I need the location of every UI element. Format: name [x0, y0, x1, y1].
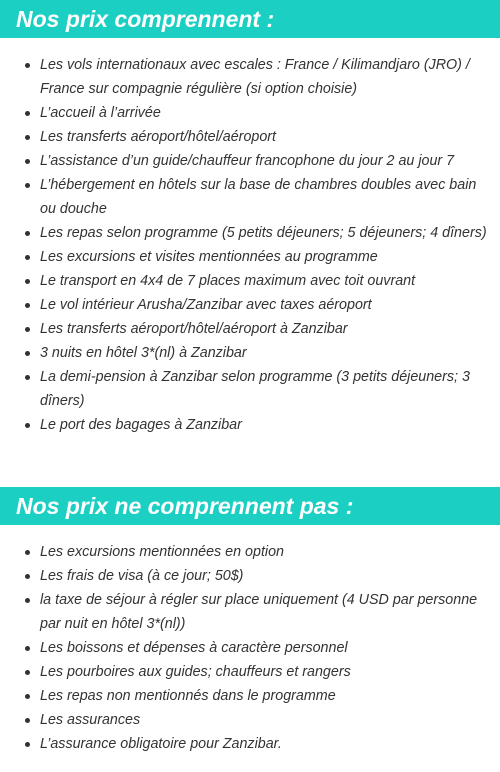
list-item: Les repas non mentionnés dans le programme — [0, 684, 500, 708]
included-items-list — [0, 53, 500, 437]
list-item: Les repas selon programme (5 petits déjeuners; 5 déjeuners; 4 dîners) — [0, 221, 500, 245]
list-item: L’hébergement en hôtels sur la base de chambres doubles avec bain ou douche — [0, 173, 500, 221]
list-item: Les boissons et dépenses à caractère personnel — [0, 636, 500, 660]
excluded-section-title: Nos prix ne comprennent pas : — [0, 487, 500, 525]
list-item: Les excursions et visites mentionnées au programme — [0, 245, 500, 269]
list-item: Les transferts aéroport/hôtel/aéroport — [0, 125, 500, 149]
list-item: Les assurances — [0, 708, 500, 732]
list-item: Les excursions mentionnées en option — [0, 540, 500, 564]
list-item: L’assistance d’un guide/chauffeur francophone du jour 2 au jour 7 — [0, 149, 500, 173]
list-item: Le port des bagages à Zanzibar — [0, 413, 500, 437]
list-item: L’assurance obligatoire pour Zanzibar. — [0, 732, 500, 756]
list-item: Le transport en 4x4 de 7 places maximum avec toit ouvrant — [0, 269, 500, 293]
list-item: la taxe de séjour à régler sur place uniquement (4 USD par personne par nuit en hôtel 3*(nl)) — [0, 588, 500, 636]
list-item: La demi-pension à Zanzibar selon programme (3 petits déjeuners; 3 dîners) — [0, 365, 500, 413]
list-item: 3 nuits en hôtel 3*(nl) à Zanzibar — [0, 341, 500, 365]
list-item: Le vol intérieur Arusha/Zanzibar avec taxes aéroport — [0, 293, 500, 317]
list-item: Les frais de visa (à ce jour; 50$) — [0, 564, 500, 588]
list-item: L’accueil à l’arrivée — [0, 101, 500, 125]
included-section-title: Nos prix comprennent : — [0, 0, 500, 38]
list-item: Les transferts aéroport/hôtel/aéroport à Zanzibar — [0, 317, 500, 341]
list-item: Les pourboires aux guides; chauffeurs et rangers — [0, 660, 500, 684]
excluded-items-list — [0, 540, 500, 756]
list-item: Les vols internationaux avec escales : France / Kilimandjaro (JRO) / France sur compagnie régulière (si option choisie) — [0, 53, 500, 101]
